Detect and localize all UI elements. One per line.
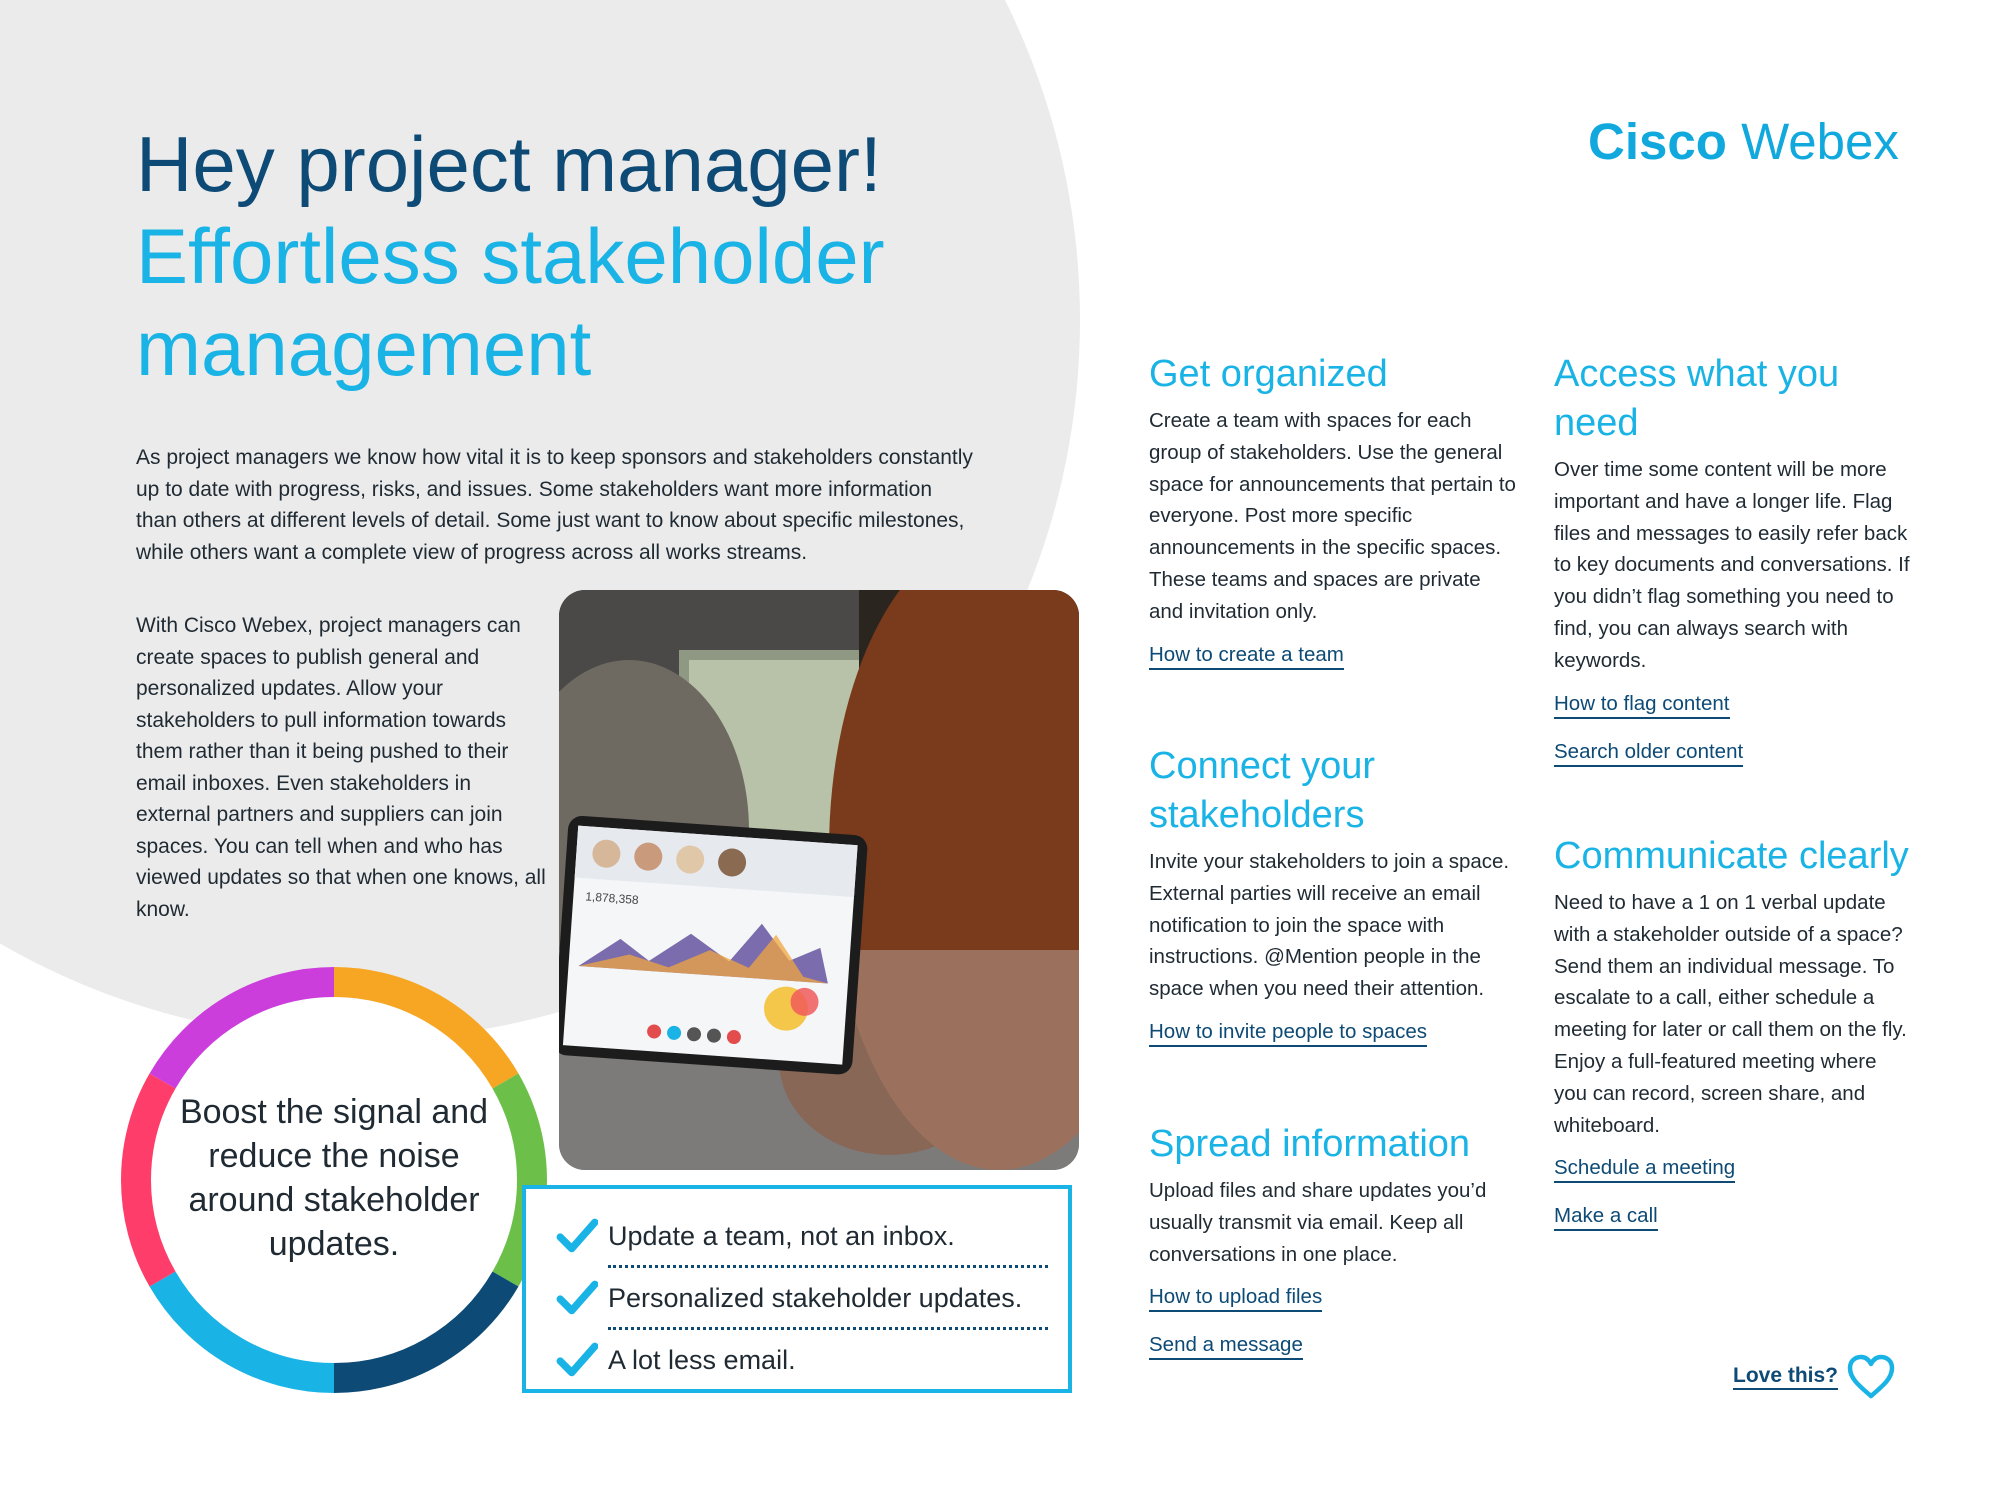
- how-to-upload-files-link[interactable]: How to upload files: [1149, 1284, 1322, 1312]
- section-title: Connect your stakeholders: [1149, 745, 1376, 836]
- heart-icon[interactable]: [1846, 1352, 1896, 1402]
- checkmark-icon: [556, 1339, 598, 1381]
- checkmark-icon: [556, 1215, 598, 1257]
- section-title: Spread information: [1149, 1123, 1471, 1165]
- section-text: Need to have a 1 on 1 verbal update with a stakeholder outside of a space? Send them an individual message. To escalate to a call, either schedule a meeting for later or call them on the fly. Enjoy a full-featured meeting where you can record, screen share, and whiteboard.: [1554, 891, 1907, 1137]
- headline-line-1: Hey project manager!: [136, 120, 882, 208]
- page-headline: [136, 118, 885, 394]
- section-text: Over time some content will be more important and have a longer life. Flag files and messages to easily refer back to key documents and conversations. If you didn’t flag something you need to find, you can always search with keywords.: [1554, 458, 1910, 672]
- how-to-invite-people-link[interactable]: How to invite people to spaces: [1149, 1019, 1427, 1047]
- how-to-create-team-link[interactable]: How to create a team: [1149, 642, 1344, 670]
- checklist-item: [556, 1211, 955, 1261]
- benefits-checklist: [522, 1185, 1072, 1393]
- section-get-organized: [1149, 350, 1519, 684]
- section-title: Get organized: [1149, 353, 1388, 395]
- love-this-label[interactable]: Love this?: [1733, 1364, 1838, 1390]
- schedule-meeting-link[interactable]: Schedule a meeting: [1554, 1155, 1735, 1183]
- section-title: Access what you need: [1554, 353, 1840, 444]
- checklist-item-label: Personalized stakeholder updates.: [608, 1282, 1023, 1313]
- send-message-link[interactable]: Send a message: [1149, 1332, 1303, 1360]
- section-text: Upload files and share updates you’d usually transmit via email. Keep all conversations in one place.: [1149, 1179, 1487, 1266]
- photo-person-with-tablet: [559, 590, 1079, 1170]
- how-to-flag-content-link[interactable]: How to flag content: [1554, 691, 1730, 719]
- checklist-item: [556, 1335, 796, 1385]
- photo-illustration: [559, 590, 1079, 1170]
- tablet-metric: 1,878,358: [584, 889, 640, 908]
- dotted-divider: [608, 1265, 1048, 1268]
- section-title: Communicate clearly: [1554, 835, 1909, 877]
- body-paragraph: With Cisco Webex, project managers can create spaces to publish general and personalized updates. Allow your stakeholders to pull information towards them rather than it being pushed to their email inboxes. Even stakeholders in external partners and suppliers can join spaces. You can tell when and who has viewed updates so that when one knows, all know.: [136, 614, 546, 921]
- checklist-item: [556, 1273, 1022, 1323]
- checklist-item-label: Update a team, not an inbox.: [608, 1220, 955, 1251]
- logo-light-text: Webex: [1741, 113, 1899, 170]
- headline-line-2: Effortless stakeholder: [136, 212, 885, 300]
- headline-line-3: management: [136, 304, 592, 392]
- cisco-webex-logo: [1588, 112, 1899, 171]
- section-connect-stakeholders: [1149, 742, 1519, 1061]
- love-this[interactable]: [1733, 1352, 1896, 1402]
- search-older-content-link[interactable]: Search older content: [1554, 739, 1743, 767]
- make-call-link[interactable]: Make a call: [1554, 1203, 1658, 1231]
- section-access-what-you-need: [1554, 350, 1914, 781]
- checklist-item-label: A lot less email.: [608, 1344, 796, 1375]
- section-text: Create a team with spaces for each group of stakeholders. Use the general space for announcements that pertain to everyone. Post more specific announcements in the specific spaces. These teams and spaces are private and invitation only.: [1149, 409, 1516, 623]
- logo-bold-text: Cisco: [1588, 113, 1727, 170]
- dotted-divider: [608, 1327, 1048, 1330]
- section-communicate-clearly: [1554, 832, 1914, 1245]
- checkmark-icon: [556, 1277, 598, 1319]
- section-text: Invite your stakeholders to join a space. External parties will receive an email notification to join the space with instructions. @Mention people in the space when you need their attention.: [1149, 850, 1510, 1001]
- section-spread-information: [1149, 1120, 1519, 1374]
- intro-paragraph: As project managers we know how vital it is to keep sponsors and stakeholders constantly up to date with progress, risks, and issues. Some stakeholders want more information than others at different levels of detail. Some just want to know about specific milestones, while others want a complete view of progress across all works streams.: [136, 446, 973, 564]
- ring-caption: Boost the signal and reduce the noise around stakeholder updates.: [179, 1093, 489, 1263]
